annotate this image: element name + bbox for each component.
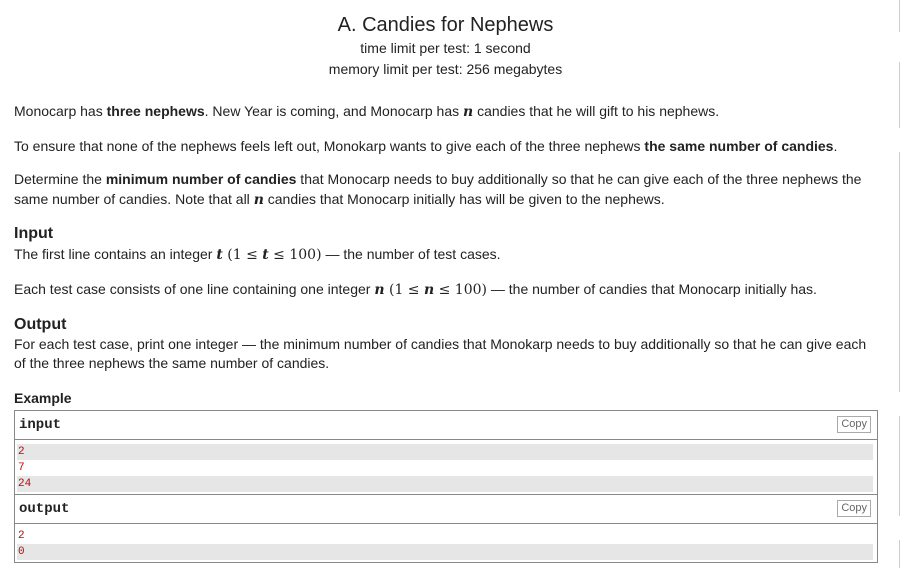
problem-title: A. Candies for Nephews xyxy=(337,14,554,36)
example-output-box xyxy=(14,495,878,563)
input-heading: Input xyxy=(14,225,54,242)
example-output-label: output xyxy=(19,501,70,517)
example-input-body xyxy=(15,440,877,494)
example-input-line: 2 xyxy=(17,444,873,460)
example-output-header xyxy=(15,495,877,524)
statement-paragraph-1: Monocarp has three nephews. New Year is coming, and Monocarp has n candies that he will gift to his nephews. xyxy=(14,103,720,120)
example-output-line: 0 xyxy=(17,544,873,560)
example-output-line: 2 xyxy=(17,528,873,544)
statement-paragraph-3: Determine the minimum number of candies that Monocarp needs to buy additionally so that he can give each of the three nephews the same number of candies. Note that all n candies that Monocarp initially has will be given to the nephews. xyxy=(14,171,862,208)
input-line-1: The first line contains an integer t (1 ≤ t ≤ 100) — the number of test cases. xyxy=(14,246,501,263)
copy-output-button[interactable]: Copy xyxy=(837,500,871,517)
example-output-body xyxy=(15,524,877,562)
example-input-box xyxy=(14,410,878,495)
example-heading: Example xyxy=(14,390,72,406)
sidebar-box-edge xyxy=(899,0,907,32)
input-line-2: Each test case consists of one line containing one integer n (1 ≤ n ≤ 100) — the number of candies that Monocarp initially has. xyxy=(14,281,817,298)
output-text: For each test case, print one integer — the minimum number of candies that Monokarp needs to buy additionally so that he can give each of the three nephews the same number of candies. xyxy=(14,336,867,371)
problem-statement xyxy=(14,0,877,563)
right-sidebar-edge xyxy=(899,0,907,568)
sidebar-box-edge xyxy=(899,62,907,128)
statement-paragraph-2: To ensure that none of the nephews feels left out, Monokarp wants to give each of the three nephews the same number of candies. xyxy=(14,138,838,154)
example-input-line: 7 xyxy=(17,460,873,476)
sidebar-box-edge xyxy=(899,416,907,516)
example-input-header xyxy=(15,411,877,440)
output-heading: Output xyxy=(14,316,67,333)
example-input-label: input xyxy=(19,417,62,433)
sidebar-box-edge xyxy=(899,152,907,392)
memory-limit: memory limit per test: 256 megabytes xyxy=(328,61,563,77)
time-limit: time limit per test: 1 second xyxy=(360,40,531,56)
sidebar-box-edge xyxy=(899,540,907,568)
example-input-line: 24 xyxy=(17,476,873,492)
copy-input-button[interactable]: Copy xyxy=(837,416,871,433)
